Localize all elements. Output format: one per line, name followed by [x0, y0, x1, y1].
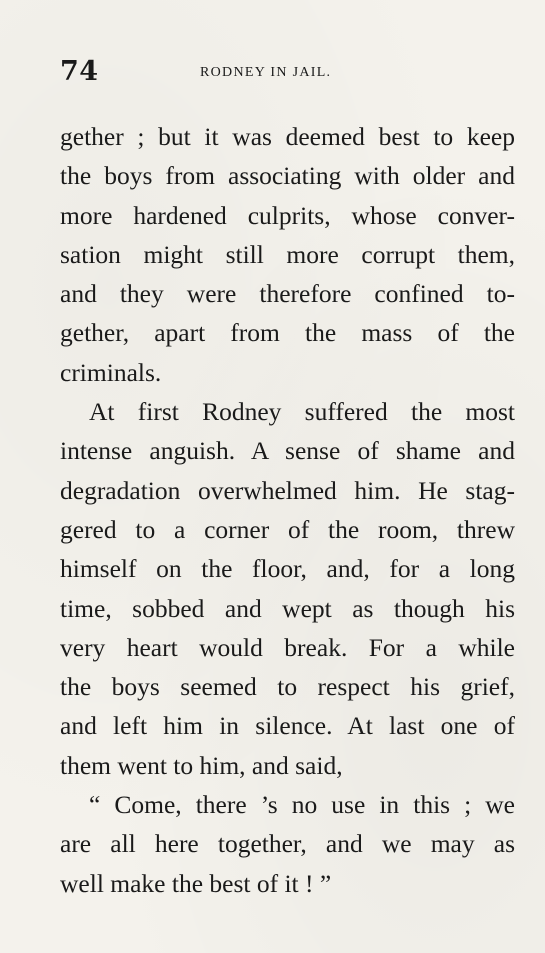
text-line: degradation overwhelmed him. He stag- [60, 475, 515, 505]
paragraph [60, 117, 515, 392]
text-line: the boys seemed to respect his grief, [60, 672, 515, 702]
text-line: gether ; but it was deemed best to keep [60, 122, 515, 151]
paragraph [60, 392, 515, 785]
text-line: gether, apart from the mass of the [60, 318, 515, 348]
text-line: At first Rodney suffered the most [89, 397, 515, 427]
text-line: “ Come, there ’s no use in this ; we [89, 790, 515, 820]
text-line: time, sobbed and wept as though his [60, 593, 515, 623]
text-line: and they were therefore confined to- [60, 279, 515, 309]
page-header [60, 56, 515, 92]
text-line: gered to a corner of the room, threw [60, 514, 515, 544]
text-line: them went to him, and said, [60, 750, 343, 780]
text-line: intense anguish. A sense of shame and [60, 436, 515, 466]
page-number: 74 [60, 56, 99, 87]
running-head: RODNEY IN JAIL. [200, 65, 332, 80]
text-line: sation might still more corrupt them, [60, 239, 515, 269]
text-line: and left him in silence. At last one of [60, 711, 515, 741]
text-line: are all here together, and we may as [60, 829, 515, 859]
paragraph [60, 785, 515, 903]
text-line: himself on the floor, and, for a long [60, 554, 515, 584]
text-line: the boys from associating with older and [60, 161, 515, 191]
text-line: very heart would break. For a while [60, 632, 515, 662]
text-line: criminals. [60, 357, 162, 387]
body-text [60, 117, 515, 903]
text-line: more hardened culprits, whose conver- [60, 200, 515, 230]
text-line: well make the best of it ! ” [60, 868, 332, 898]
